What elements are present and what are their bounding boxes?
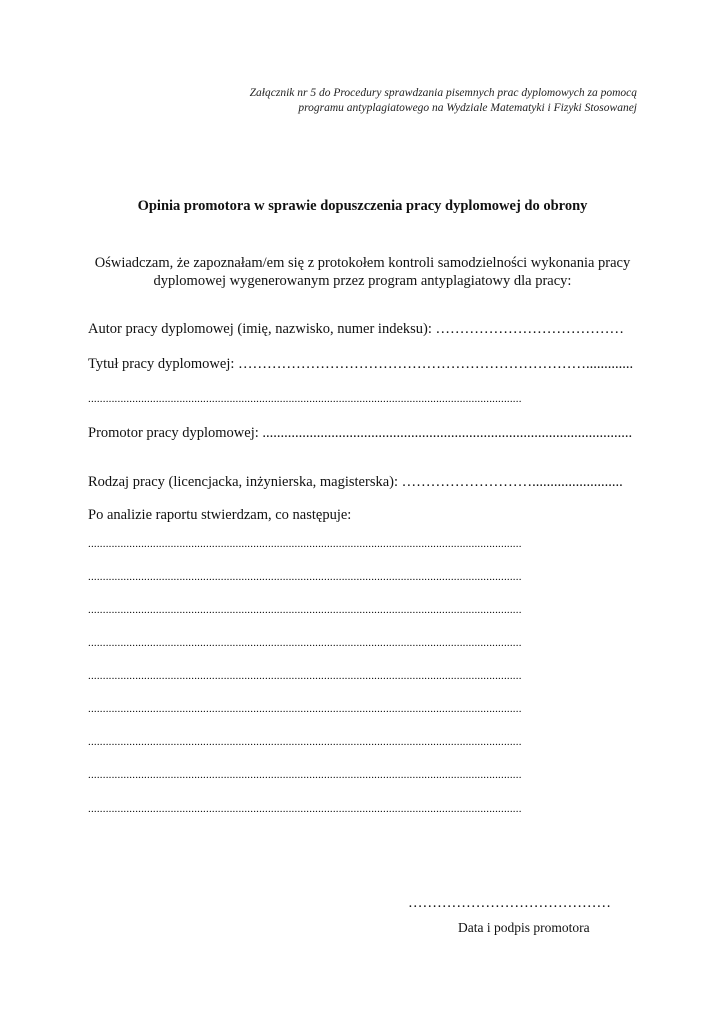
thesis-title-field: Tytuł pracy dyplomowej: ……………………………………………………………….............	[88, 356, 634, 372]
statement-line-1: Oświadczam, że zapoznałam/em się z protokołem kontroli samodzielności wykonania pracy	[94, 255, 631, 271]
opinion-line: ...................................................................................................................................................	[88, 571, 522, 583]
supervisor-field: Promotor pracy dyplomowej: ......................................................................................................	[88, 425, 633, 441]
opinion-line: ...................................................................................................................................................	[88, 769, 522, 781]
opinion-line: ...................................................................................................................................................	[88, 736, 522, 748]
author-field: Autor pracy dyplomowej (imię, nazwisko, numer indeksu): …………………………………	[88, 321, 625, 337]
opinion-line: ...................................................................................................................................................	[88, 637, 522, 649]
opinion-line: ...................................................................................................................................................	[88, 803, 522, 815]
annex-line-1: Załącznik nr 5 do Procedury sprawdzania pisemnych prac dyplomowych za pomocą	[249, 87, 637, 99]
signature-line: ……………………………………	[408, 895, 611, 911]
thesis-title-continuation: ...................................................................................................................................................	[88, 393, 522, 405]
opinion-line: ...................................................................................................................................................	[88, 670, 522, 682]
opinion-line: ...................................................................................................................................................	[88, 604, 522, 616]
analysis-intro: Po analizie raportu stwierdzam, co następuje:	[88, 507, 352, 523]
document-title: Opinia promotora w sprawie dopuszczenia pracy dyplomowej do obrony	[137, 198, 588, 214]
statement	[60, 254, 665, 290]
thesis-type-field: Rodzaj pracy (licencjacka, inżynierska, magisterska): ……………………….........................	[88, 474, 623, 490]
annex-line-2: programu antyplagiatowego na Wydziale Matematyki i Fizyki Stosowanej	[298, 102, 637, 114]
opinion-line: ...................................................................................................................................................	[88, 703, 522, 715]
annex-header	[117, 86, 637, 116]
signature-label: Data i podpis promotora	[458, 920, 590, 935]
statement-line-2: dyplomowej wygenerowanym przez program antyplagiatowy dla pracy:	[153, 273, 572, 289]
opinion-line: ...................................................................................................................................................	[88, 538, 522, 550]
